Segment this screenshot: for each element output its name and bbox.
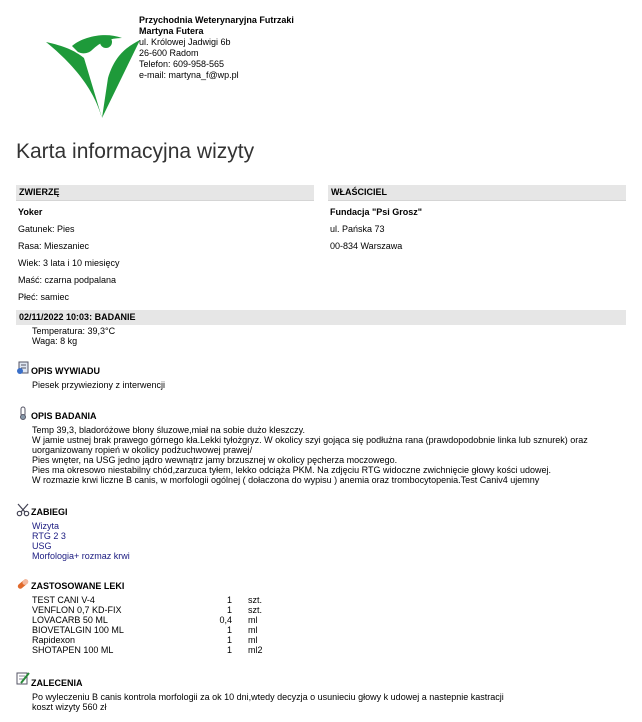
exam-line: W rozmazie krwi liczne B canis, w morfologii ogólnej ( dołaczona do wypisu ) anemia oraz trombocytopenia.Test Caniv4 ujemny bbox=[32, 475, 540, 485]
animal-sex: Płeć: samiec bbox=[18, 292, 70, 302]
exam-line: Temp 39,3, bladoróżowe błony śluzowe,miał na sobie dużo kleszczy. bbox=[32, 425, 305, 435]
med-name: LOVACARB 50 ML bbox=[32, 615, 108, 625]
clinic-logo bbox=[44, 28, 144, 122]
med-qty: 1 bbox=[226, 635, 232, 645]
animal-heading: ZWIERZĘ bbox=[19, 187, 60, 197]
table-row bbox=[32, 645, 263, 655]
med-name: VENFLON 0,7 KD-FIX bbox=[32, 605, 122, 615]
med-unit: ml2 bbox=[248, 645, 263, 655]
med-unit: szt. bbox=[248, 595, 263, 605]
med-name: TEST CANI V-4 bbox=[32, 595, 95, 605]
exam-line: uorganizowany ropień w okolicy podżuchwowej prawej/ bbox=[32, 445, 253, 455]
table-row bbox=[32, 625, 263, 635]
exam-text bbox=[32, 425, 632, 485]
table-row bbox=[32, 615, 263, 625]
med-name: Rapidexon bbox=[32, 635, 76, 645]
exam-line: W jamie ustnej brak prawego górnego kła.Lekki tyłożgryz. W okolicy szyi gojąca się podłużna rana (prawdopodobnie linka lub sznurek) oraz bbox=[32, 435, 588, 445]
owner-street: ul. Pańska 73 bbox=[330, 224, 385, 234]
owner-heading: WŁAŚCICIEL bbox=[331, 187, 387, 197]
procedures-heading: ZABIEGI bbox=[31, 507, 68, 517]
recommendation-line: Po wyleczeniu B canis kontrola morfologii za ok 10 dni,wtedy decyzja o usunieciu głowy k udowej a nastepnie kastracji bbox=[32, 692, 504, 702]
clinic-name: Przychodnia Weterynaryjna Futrzaki bbox=[139, 15, 294, 25]
interview-text: Piesek przywieziony z interwencji bbox=[32, 380, 166, 390]
animal-details bbox=[18, 204, 120, 306]
visit-datetime: 02/11/2022 10:03: BADANIE bbox=[19, 312, 136, 322]
animal-age: Wiek: 3 lata i 10 miesięcy bbox=[18, 258, 120, 268]
clinic-doctor: Martyna Futera bbox=[139, 26, 204, 36]
med-unit: szt. bbox=[248, 605, 263, 615]
meds-table bbox=[32, 595, 263, 655]
recommendation-line: koszt wizyty 560 zł bbox=[32, 702, 107, 712]
animal-header bbox=[16, 185, 314, 200]
procedures-list bbox=[32, 521, 130, 561]
procedure-item: RTG 2 3 bbox=[32, 531, 66, 541]
visit-weight: Waga: 8 kg bbox=[32, 336, 78, 346]
owner-details bbox=[330, 204, 422, 255]
med-qty: 1 bbox=[226, 645, 232, 655]
interview-heading: OPIS WYWIADU bbox=[31, 366, 100, 376]
divider bbox=[328, 200, 626, 201]
med-qty: 1 bbox=[226, 625, 232, 635]
interview-icon bbox=[16, 361, 30, 375]
procedure-item: USG bbox=[32, 541, 52, 551]
animal-coat: Maść: czarna podpalana bbox=[18, 275, 117, 285]
thermometer-icon bbox=[16, 406, 30, 420]
animal-name: Yoker bbox=[18, 207, 43, 217]
med-qty: 1 bbox=[226, 605, 232, 615]
table-row bbox=[32, 605, 263, 615]
meds-heading: ZASTOSOWANE LEKI bbox=[31, 581, 125, 591]
divider bbox=[16, 200, 314, 201]
clinic-street: ul. Królowej Jadwigi 6b bbox=[139, 37, 231, 47]
med-name: BIOVETALGIN 100 ML bbox=[32, 625, 124, 635]
med-name: SHOTAPEN 100 ML bbox=[32, 645, 114, 655]
pill-icon bbox=[16, 577, 30, 591]
owner-city: 00-834 Warszawa bbox=[330, 241, 403, 251]
table-row bbox=[32, 635, 263, 645]
animal-species: Gatunek: Pies bbox=[18, 224, 75, 234]
recommendations-heading: ZALECENIA bbox=[31, 678, 83, 688]
owner-header bbox=[328, 185, 626, 200]
visit-temperature: Temperatura: 39,3°C bbox=[32, 326, 116, 336]
exam-line: Pies ma okresowo niestabilny chód,zarzuca tyłem, lekko odciąża PKM. Na zdjęciu RTG widoczne zwichnięcie głowy kości udowej. bbox=[32, 465, 552, 475]
procedure-item: Wizyta bbox=[32, 521, 59, 531]
notepad-pencil-icon bbox=[16, 671, 30, 685]
clinic-info bbox=[139, 15, 294, 81]
animal-breed: Rasa: Mieszaniec bbox=[18, 241, 90, 251]
med-qty: 0,4 bbox=[219, 615, 232, 625]
med-unit: ml bbox=[248, 625, 258, 635]
clinic-city: 26-600 Radom bbox=[139, 48, 199, 58]
med-unit: ml bbox=[248, 635, 258, 645]
procedure-item: Morfologia+ rozmaz krwi bbox=[32, 551, 130, 561]
page-title: Karta informacyjna wizyty bbox=[16, 140, 255, 163]
med-qty: 1 bbox=[226, 595, 232, 605]
owner-name: Fundacja "Psi Grosz" bbox=[330, 207, 423, 217]
scissors-icon bbox=[16, 503, 30, 517]
visit-header bbox=[16, 310, 626, 325]
recommendations-text bbox=[32, 692, 632, 712]
med-unit: ml bbox=[248, 615, 258, 625]
visit-vitals bbox=[32, 326, 115, 346]
clinic-email: e-mail: martyna_f@wp.pl bbox=[139, 70, 239, 80]
exam-heading: OPIS BADANIA bbox=[31, 411, 97, 421]
clinic-phone: Telefon: 609-958-565 bbox=[139, 59, 225, 69]
exam-line: Pies wnęter, na USG jedno jądro wewnątrz jamy brzusznej w okolicy pęcherza moczowego. bbox=[32, 455, 398, 465]
table-row bbox=[32, 595, 263, 605]
